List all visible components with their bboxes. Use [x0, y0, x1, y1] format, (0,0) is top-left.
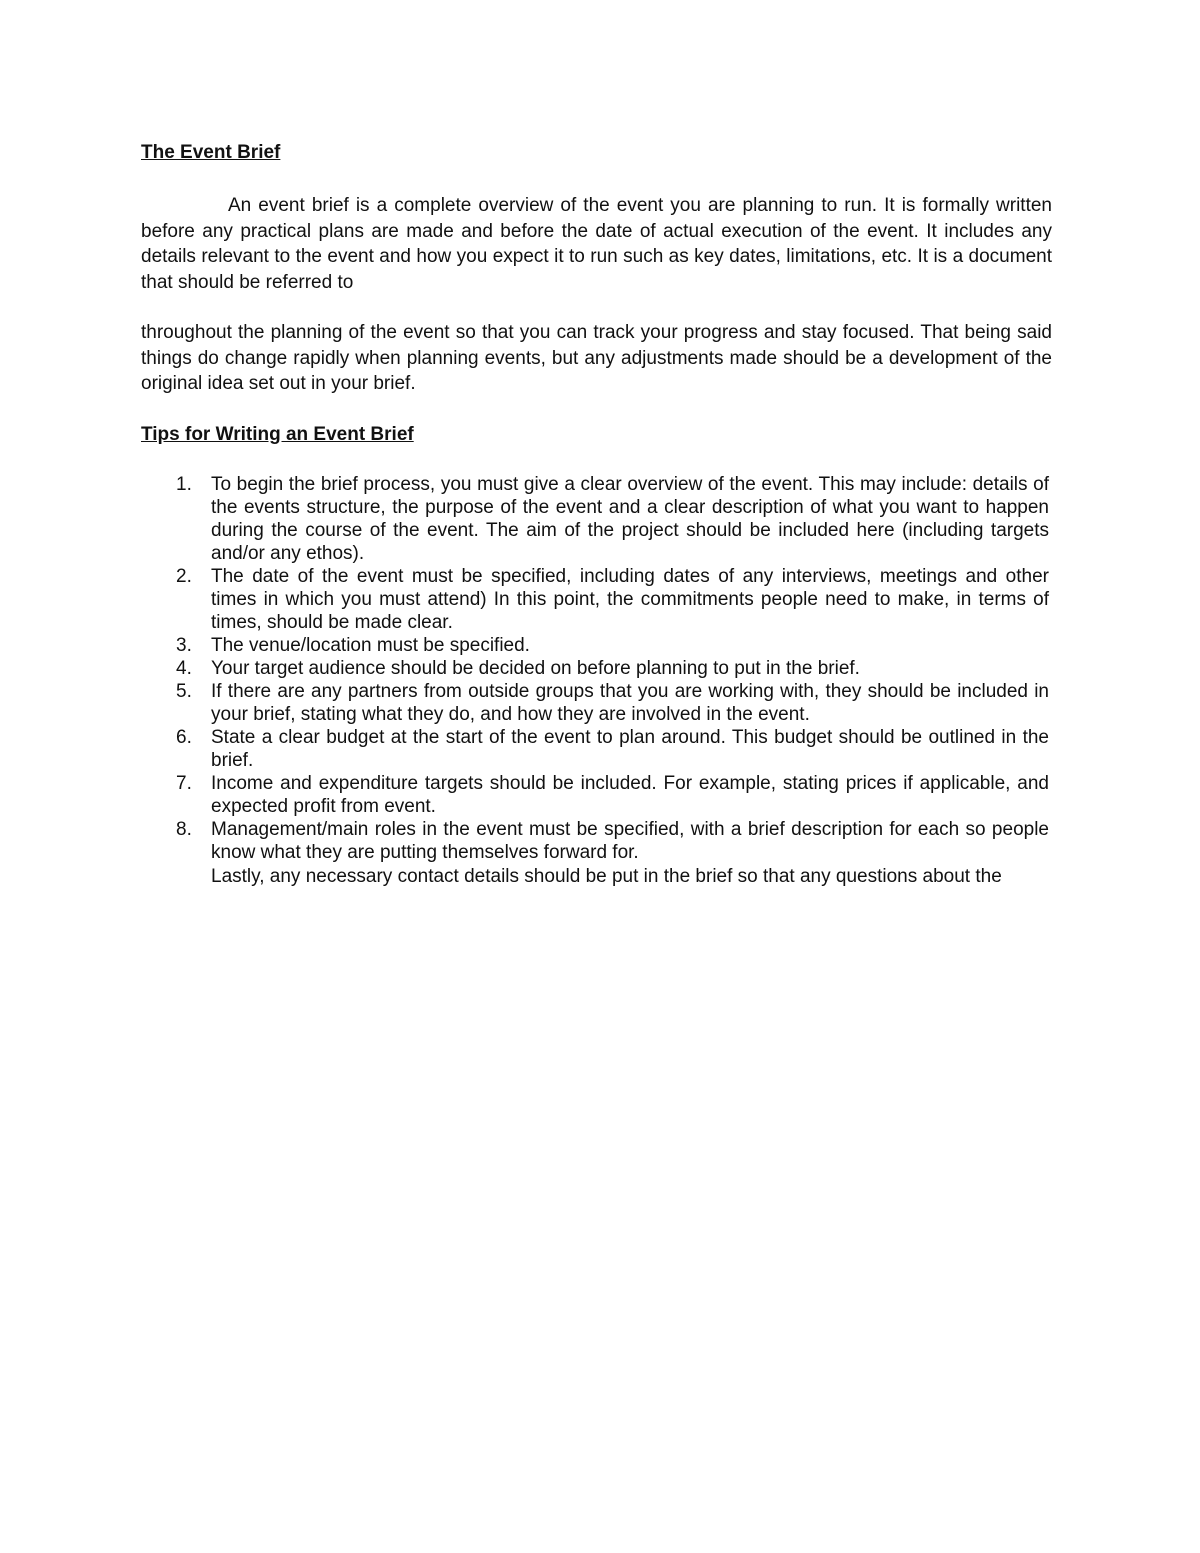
list-item-number: 2. — [176, 565, 192, 587]
list-item — [141, 473, 1049, 565]
list-item-text: Management/main roles in the event must be specified, with a brief description for each so people know what they are putting themselves forward for. — [211, 818, 1049, 863]
tips-list — [141, 473, 1052, 864]
list-item — [141, 818, 1049, 864]
list-item-text: State a clear budget at the start of the event to plan around. This budget should be outlined in the brief. — [211, 726, 1049, 771]
list-item-number: 1. — [176, 473, 192, 495]
list-item-text: To begin the brief process, you must give a clear overview of the event. This may include: details of the events structure, the purpose of the event and a clear description of what you want to happen during the course of the event. The aim of the project should be included here (including targets and/or any ethos). — [211, 473, 1049, 564]
list-item-number: 6. — [176, 726, 192, 748]
list-item-text: The date of the event must be specified, including dates of any interviews, meetings and other times in which you must attend) In this point, the commitments people need to make, in terms of times, should be made clear. — [211, 565, 1049, 633]
intro-paragraph-2: throughout the planning of the event so that you can track your progress and stay focused. That being said things do change rapidly when planning events, but any adjustments made should be a development of the original idea set out in your brief. — [141, 322, 1052, 394]
list-item-text: Income and expenditure targets should be included. For example, stating prices if applicable, and expected profit from event. — [211, 772, 1049, 817]
list-item-number: 8. — [176, 818, 192, 840]
list-item — [141, 680, 1049, 726]
list-item-number: 4. — [176, 657, 192, 679]
list-item — [141, 772, 1049, 818]
intro-paragraph-1: An event brief is a complete overview of the event you are planning to run. It is formally written before any practical plans are made and before the date of actual execution of the event. It includes any details relevant to the event and how you expect it to run such as key dates, limitations, etc. It is a document that should be referred to — [141, 195, 1052, 293]
closing-paragraph: Lastly, any necessary contact details should be put in the brief so that any questions about the — [211, 865, 1002, 887]
list-item-text: The venue/location must be specified. — [211, 634, 530, 656]
list-item — [141, 726, 1049, 772]
list-item — [141, 634, 1049, 657]
list-item-number: 7. — [176, 772, 192, 794]
document-body — [141, 140, 1052, 890]
tips-heading: Tips for Writing an Event Brief — [141, 423, 414, 445]
list-item-text: Your target audience should be decided on before planning to put in the brief. — [211, 657, 860, 679]
list-item-number: 5. — [176, 680, 192, 702]
list-item-text: If there are any partners from outside groups that you are working with, they should be included in your brief, stating what they do, and how they are involved in the event. — [211, 680, 1049, 725]
list-item — [141, 657, 1049, 680]
list-item-number: 3. — [176, 634, 192, 656]
page-title: The Event Brief — [141, 142, 281, 163]
list-item — [141, 565, 1049, 634]
